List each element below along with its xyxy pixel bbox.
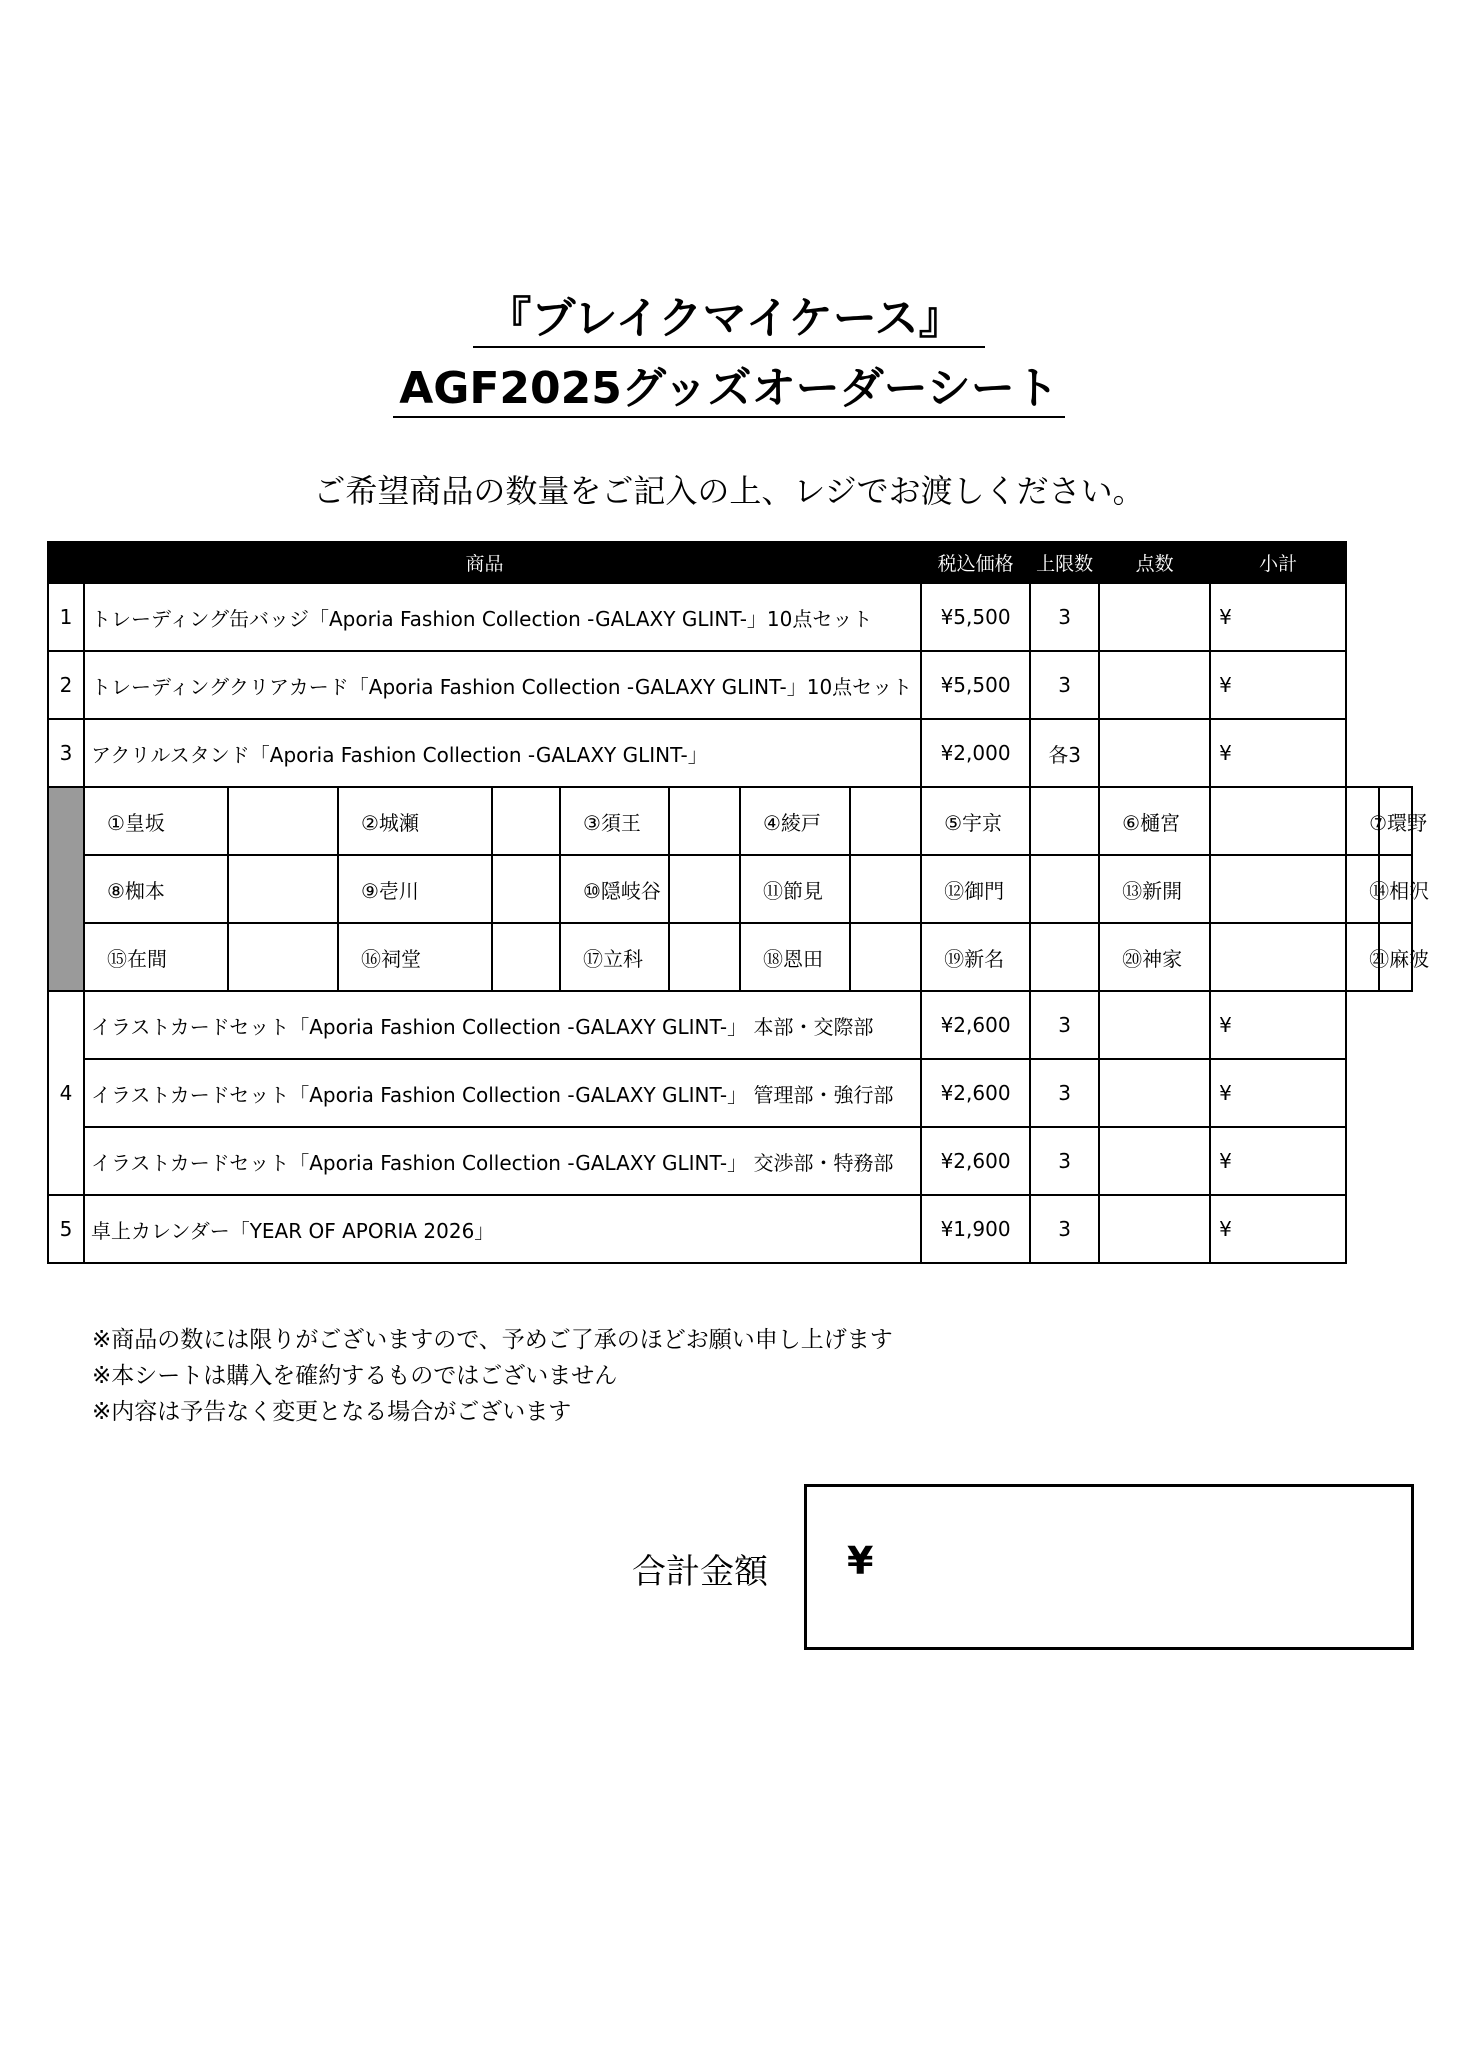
subtotal-cell: ¥ — [1210, 1127, 1346, 1195]
row-number: 5 — [48, 1195, 84, 1263]
quantity-input-cell[interactable] — [1099, 1127, 1210, 1195]
product-name: トレーディングクリアカード「Aporia Fashion Collection -GALAXY GLINT-」10点セット — [84, 651, 921, 719]
subtotal-cell: ¥ — [1210, 719, 1346, 787]
table-row — [48, 719, 1412, 787]
product-limit: 3 — [1030, 991, 1099, 1059]
quantity-input-cell[interactable] — [1099, 1059, 1210, 1127]
character-name: ⑦環野 — [1346, 787, 1379, 855]
character-qty-cell[interactable] — [850, 787, 921, 855]
row-number: 3 — [48, 719, 84, 787]
product-name: イラストカードセット「Aporia Fashion Collection -GALAXY GLINT-」 本部・交際部 — [84, 991, 921, 1059]
subtotal-cell: ¥ — [1210, 1195, 1346, 1263]
character-name: ②城瀬 — [338, 787, 492, 855]
character-qty-cell[interactable] — [669, 787, 740, 855]
subtotal-cell: ¥ — [1210, 1059, 1346, 1127]
character-row — [48, 923, 1412, 991]
character-qty-cell[interactable] — [1210, 787, 1346, 855]
sheet-title-line1 — [0, 282, 1458, 346]
instruction-text: ご希望商品の数量をご記入の上、レジでお渡しください。 — [313, 472, 1145, 510]
character-grid-marker — [48, 787, 84, 991]
table-row — [48, 1127, 1412, 1195]
quantity-input-cell[interactable] — [1099, 651, 1210, 719]
table-row — [48, 651, 1412, 719]
character-qty-cell[interactable] — [228, 923, 338, 991]
character-name: ⑲新名 — [921, 923, 1030, 991]
table-row — [48, 1059, 1412, 1127]
note-line: ※内容は予告なく変更となる場合がございます — [92, 1399, 572, 1425]
character-name: ①皇坂 — [84, 787, 228, 855]
character-name: ⑭相沢 — [1346, 855, 1379, 923]
character-qty-cell[interactable] — [492, 855, 560, 923]
product-name: トレーディング缶バッジ「Aporia Fashion Collection -GALAXY GLINT-」10点セット — [84, 583, 921, 651]
sheet-title-line2 — [0, 352, 1458, 416]
subtotal-cell: ¥ — [1210, 583, 1346, 651]
notes-section — [92, 1322, 893, 1430]
character-name: ⑯祠堂 — [338, 923, 492, 991]
row-number: 1 — [48, 583, 84, 651]
character-qty-cell[interactable] — [1210, 855, 1346, 923]
character-row — [48, 787, 1412, 855]
header-price: 税込価格 — [921, 542, 1030, 583]
product-name: アクリルスタンド「Aporia Fashion Collection -GALAXY GLINT-」 — [84, 719, 921, 787]
total-amount-box[interactable] — [804, 1484, 1414, 1650]
character-name: ⑬新開 — [1099, 855, 1210, 923]
table-header-row — [48, 542, 1412, 583]
quantity-input-cell[interactable] — [1099, 1195, 1210, 1263]
character-name: ⑫御門 — [921, 855, 1030, 923]
character-name: ⑤宇京 — [921, 787, 1030, 855]
character-qty-cell[interactable] — [492, 787, 560, 855]
character-name: ⑳神家 — [1099, 923, 1210, 991]
quantity-input-cell[interactable] — [1099, 991, 1210, 1059]
sheet-subtitle-text: AGF2025グッズオーダーシート — [393, 363, 1065, 418]
character-name: ⑥樋宮 — [1099, 787, 1210, 855]
character-qty-cell[interactable] — [669, 923, 740, 991]
product-limit: 3 — [1030, 651, 1099, 719]
subtotal-cell: ¥ — [1210, 651, 1346, 719]
character-name: ⑮在間 — [84, 923, 228, 991]
table-row — [48, 991, 1412, 1059]
product-limit: 各3 — [1030, 719, 1099, 787]
character-qty-cell[interactable] — [228, 855, 338, 923]
product-name: 卓上カレンダー「YEAR OF APORIA 2026」 — [84, 1195, 921, 1263]
subtotal-cell: ¥ — [1210, 991, 1346, 1059]
character-qty-cell[interactable] — [669, 855, 740, 923]
product-name: イラストカードセット「Aporia Fashion Collection -GALAXY GLINT-」 交渉部・特務部 — [84, 1127, 921, 1195]
header-subtotal: 小計 — [1210, 542, 1346, 583]
row-number: 4 — [48, 991, 84, 1195]
product-limit: 3 — [1030, 1195, 1099, 1263]
character-qty-cell[interactable] — [1030, 787, 1099, 855]
character-qty-cell[interactable] — [850, 923, 921, 991]
product-name: イラストカードセット「Aporia Fashion Collection -GALAXY GLINT-」 管理部・強行部 — [84, 1059, 921, 1127]
header-product: 商品 — [48, 542, 921, 583]
product-price: ¥2,600 — [921, 1059, 1030, 1127]
character-qty-cell[interactable] — [1210, 923, 1346, 991]
table-row — [48, 583, 1412, 651]
character-name: ⑨壱川 — [338, 855, 492, 923]
character-qty-cell[interactable] — [1030, 923, 1099, 991]
product-price: ¥5,500 — [921, 583, 1030, 651]
product-price: ¥2,000 — [921, 719, 1030, 787]
order-table — [47, 541, 1430, 1264]
total-currency-symbol: ¥ — [847, 1539, 874, 1583]
product-price: ¥2,600 — [921, 1127, 1030, 1195]
character-qty-cell[interactable] — [492, 923, 560, 991]
character-name: ⑪節見 — [740, 855, 850, 923]
character-name: ④綾戸 — [740, 787, 850, 855]
total-label: 合計金額 — [632, 1552, 768, 1592]
character-name: ⑩隠岐谷 — [560, 855, 669, 923]
product-price: ¥1,900 — [921, 1195, 1030, 1263]
product-price: ¥2,600 — [921, 991, 1030, 1059]
character-qty-cell[interactable] — [228, 787, 338, 855]
character-name: ③須王 — [560, 787, 669, 855]
character-name: ⑧椥本 — [84, 855, 228, 923]
character-qty-cell[interactable] — [1030, 855, 1099, 923]
row-number: 2 — [48, 651, 84, 719]
product-limit: 3 — [1030, 1059, 1099, 1127]
product-limit: 3 — [1030, 1127, 1099, 1195]
character-name: ⑱恩田 — [740, 923, 850, 991]
table-row — [48, 1195, 1412, 1263]
character-name: ⑰立科 — [560, 923, 669, 991]
header-qty: 点数 — [1099, 542, 1210, 583]
product-price: ¥5,500 — [921, 651, 1030, 719]
note-line: ※本シートは購入を確約するものではございません — [92, 1363, 618, 1389]
header-limit: 上限数 — [1030, 542, 1099, 583]
quantity-input-cell[interactable] — [1099, 583, 1210, 651]
product-limit: 3 — [1030, 583, 1099, 651]
character-name: ㉑麻波 — [1346, 923, 1379, 991]
quantity-input-cell[interactable] — [1099, 719, 1210, 787]
note-line: ※商品の数には限りがございますので、予めご了承のほどお願い申し上げます — [92, 1327, 893, 1353]
sheet-title-text: 『ブレイクマイケース』 — [473, 293, 984, 348]
character-row — [48, 855, 1412, 923]
character-qty-cell[interactable] — [850, 855, 921, 923]
